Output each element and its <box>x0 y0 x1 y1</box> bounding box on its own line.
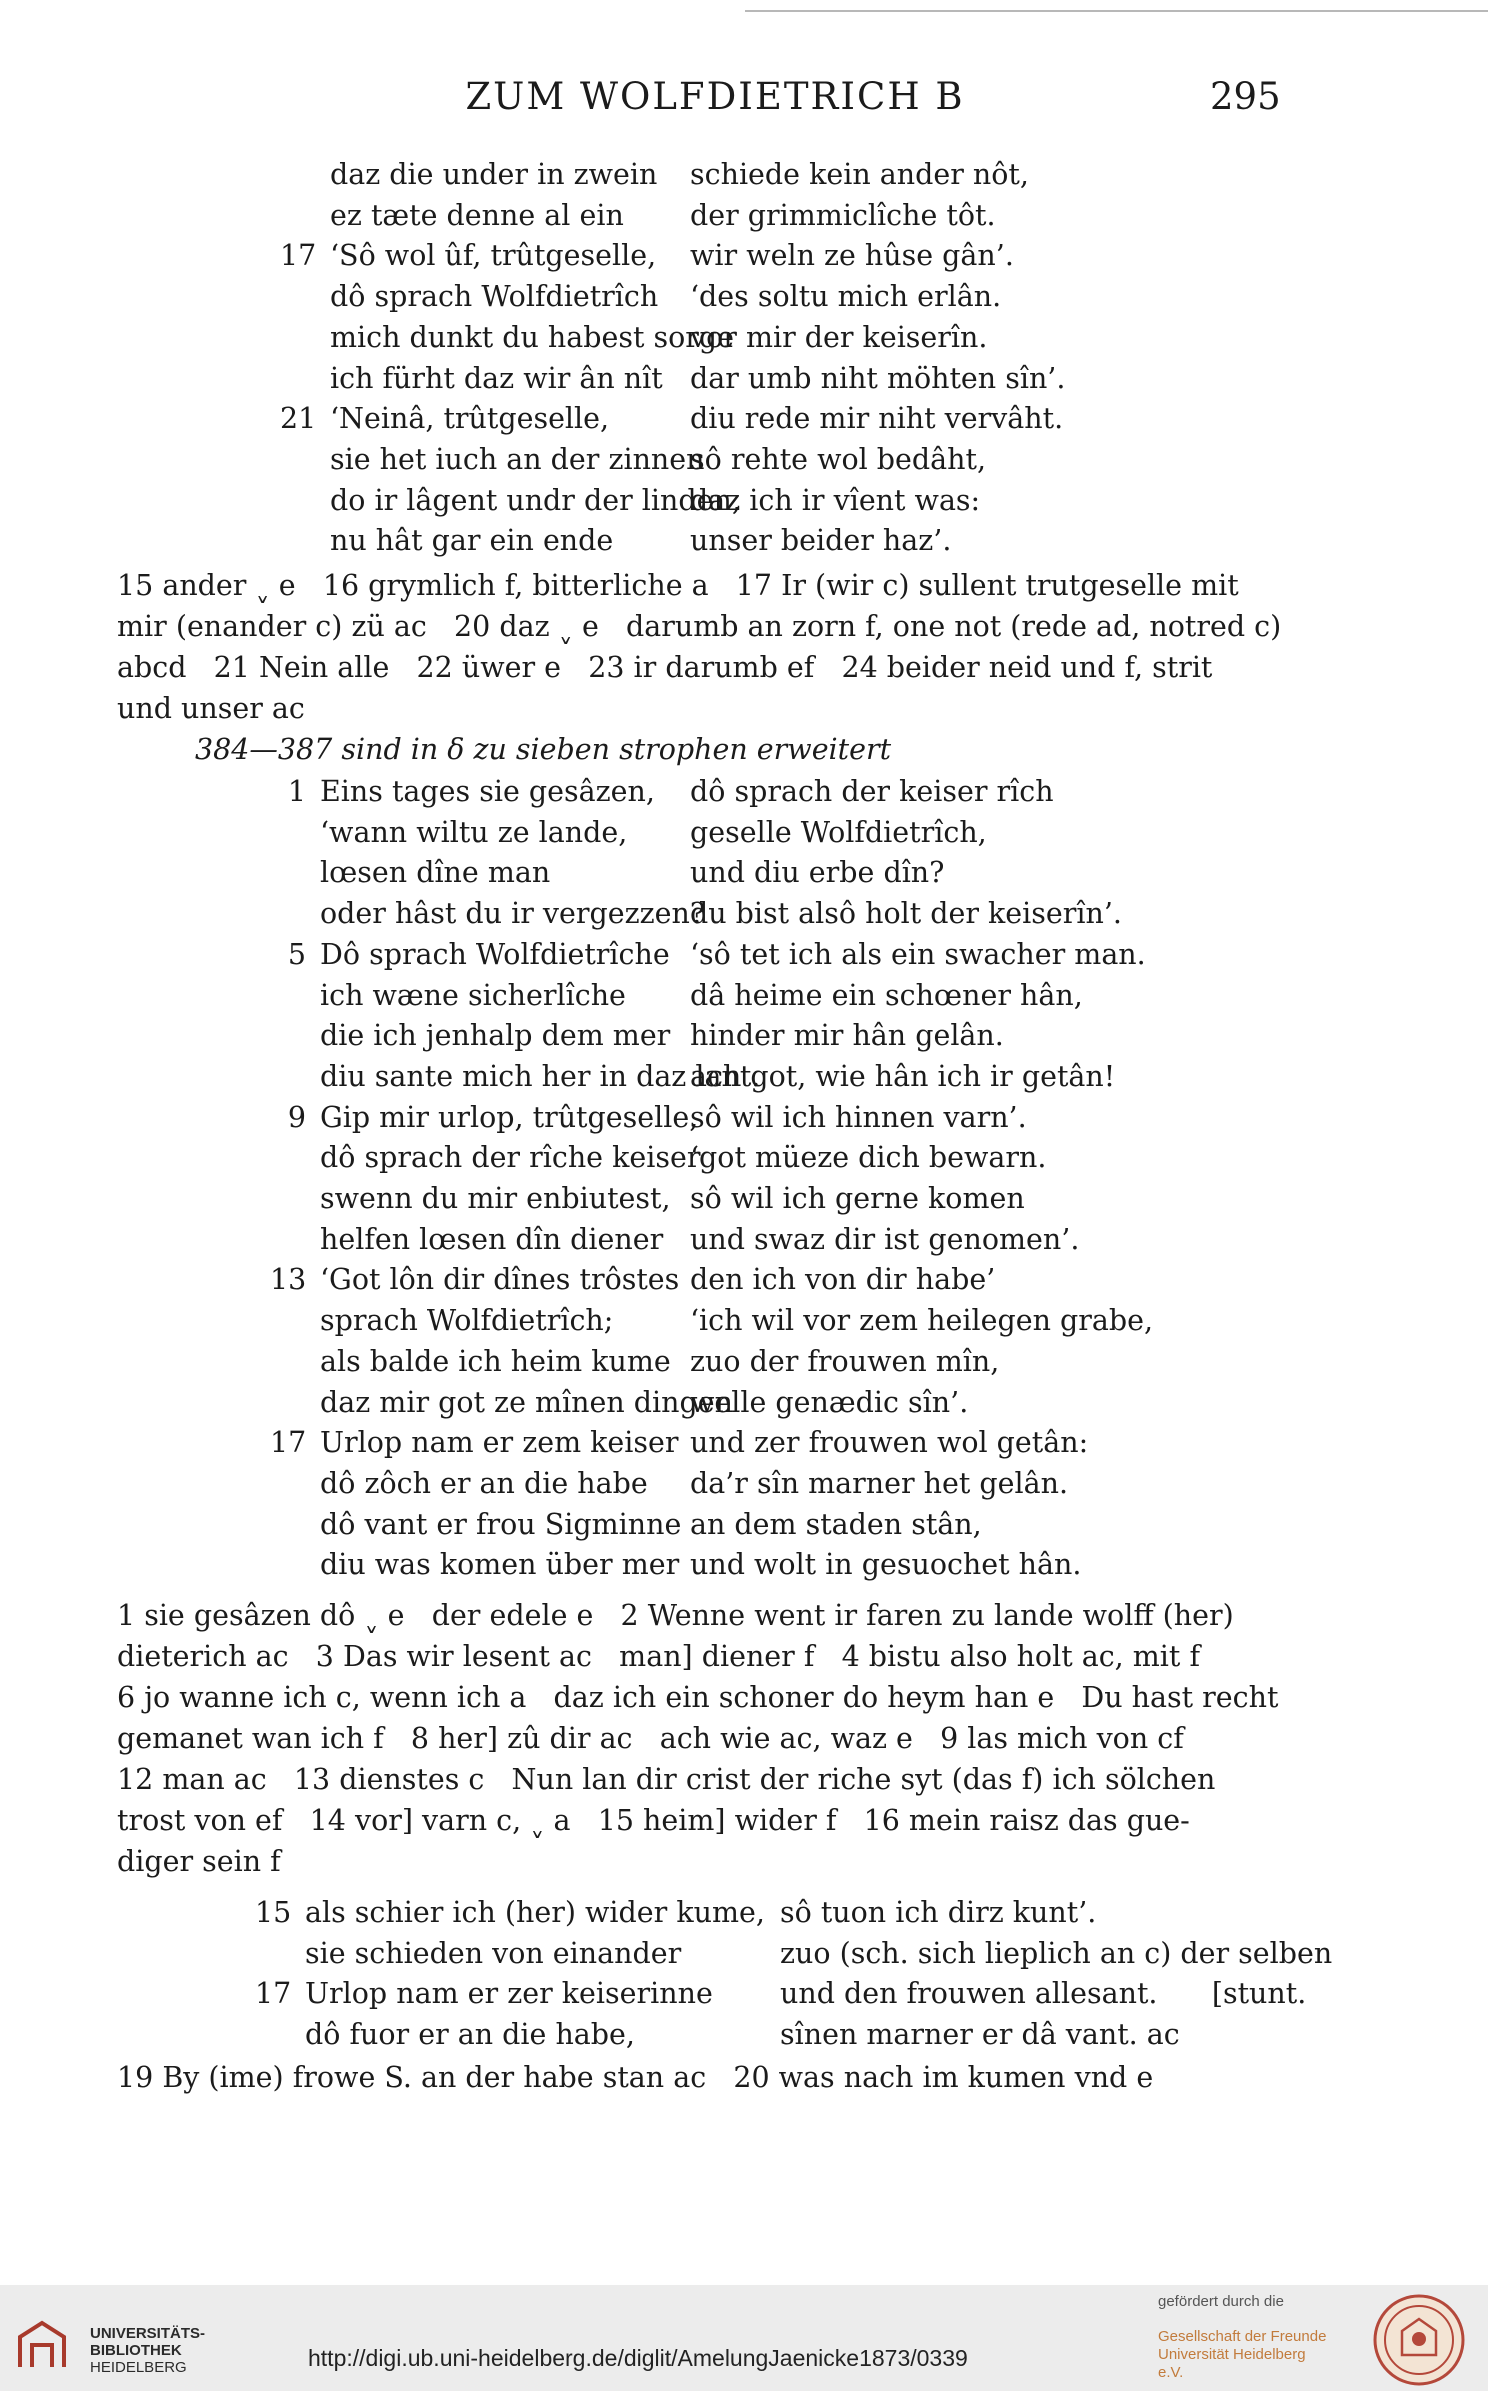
apparatus-line: diger sein f <box>117 1845 281 1878</box>
verse-first-half: mich dunkt du habest sorge <box>330 320 735 354</box>
university-library-logo-icon <box>12 2315 72 2375</box>
section-heading: 384—387 sind in δ zu sieben strophen erweitert <box>195 733 892 766</box>
verse-line-number: 1 <box>287 775 306 808</box>
verse-line-number: 13 <box>270 1263 307 1297</box>
verse-first-half: ich fürht daz wir ân nît <box>330 361 663 395</box>
verse-second-half: und den frouwen allesant. [stunt. <box>780 1977 1307 2011</box>
verse-second-half: ach got, wie hân ich ir getân! <box>690 1059 1116 1093</box>
verse-first-half: diu was komen über mer <box>320 1548 680 1582</box>
sponsor-line-1: Gesellschaft der Freunde <box>1158 2328 1327 2345</box>
verse-first-half: ez tæte denne al ein <box>330 198 624 232</box>
verse-first-half: nu hât gar ein ende <box>330 524 614 558</box>
verse-line-number: 17 <box>280 239 317 273</box>
verse-first-half: als balde ich heim kume <box>320 1344 671 1378</box>
verse-second-half: zuo der frouwen mîn, <box>690 1344 1000 1378</box>
verse-second-half: ‘des soltu mich erlân. <box>690 280 1002 314</box>
verse-second-half: zuo (sch. sich lieplich an c) der selben <box>780 1936 1333 1970</box>
apparatus-line: 12 man ac 13 dienstes c Nun lan dir crist der riche syt (das f) ich sölchen <box>117 1763 1216 1796</box>
sponsor-block <box>1158 2293 1328 2382</box>
verse-line-number: 21 <box>280 402 317 436</box>
verse-second-half: dar umb niht möhten sîn’. <box>690 361 1066 395</box>
verse-first-half: dô vant er frou Sigminne <box>320 1507 682 1541</box>
verse-first-half: dô zôch er an die habe <box>320 1466 648 1500</box>
verse-first-half: Dô sprach Wolfdietrîche <box>320 937 670 971</box>
verse-second-half: dô sprach der keiser rîch <box>690 775 1054 808</box>
sponsor-label: gefördert durch die <box>1158 2293 1284 2310</box>
permalink-url[interactable]: http://digi.ub.uni-heidelberg.de/diglit/AmelungJaenicke1873/0339 <box>308 2345 968 2371</box>
verse-first-half: oder hâst du ir vergezzen? <box>320 897 706 931</box>
apparatus-line: abcd 21 Nein alle 22 üwer e 23 ir darumb ef 24 beider neid und f, strit <box>117 651 1213 684</box>
verse-first-half: Gip mir urlop, trûtgeselle, <box>320 1100 699 1134</box>
verse-first-half: daz die under in zwein <box>330 158 658 191</box>
library-name-line-2: BIBLIOTHEK <box>90 2342 182 2359</box>
verse-first-half: ich wæne sicherlîche <box>320 978 626 1012</box>
verse-second-half: sô wil ich hinnen varn’. <box>690 1100 1027 1134</box>
verse-second-half: und zer frouwen wol getân: <box>690 1426 1089 1460</box>
apparatus-line: 6 jo wanne ich c, wenn ich a daz ich ein schoner do heym han e Du hast recht <box>117 1681 1279 1714</box>
verse-second-half: und wolt in gesuochet hân. <box>690 1548 1082 1582</box>
verse-line-number: 15 <box>255 1896 292 1929</box>
verse-line-number: 9 <box>287 1100 306 1134</box>
library-name-line-3: HEIDELBERG <box>90 2359 187 2376</box>
verse-second-half: sô rehte wol bedâht, <box>690 442 987 476</box>
verse-line-number: 17 <box>270 1426 307 1460</box>
apparatus-line: gemanet wan ich f 8 her] zû dir ac ach wie ac, waz e 9 las mich von cf <box>117 1722 1184 1755</box>
verse-second-half: und diu erbe dîn? <box>690 856 945 890</box>
verse-second-half: sô tuon ich dirz kunt’. <box>780 1896 1097 1929</box>
verse-first-half: Urlop nam er zer keiserinne <box>305 1977 713 2011</box>
apparatus-line: und unser ac <box>117 692 305 725</box>
verse-line-number: 17 <box>255 1977 292 2011</box>
university-seal-icon <box>1372 2293 1466 2387</box>
verse-first-half: dô sprach der rîche keiser <box>320 1141 701 1175</box>
verse-first-half: lœsen dîne man <box>320 856 551 890</box>
verse-first-half: Eins tages sie gesâzen, <box>320 775 655 808</box>
verse-second-half: der grimmiclîche tôt. <box>690 198 996 232</box>
verse-first-half: sie het iuch an der zinnen <box>330 442 705 476</box>
verse-second-half: wir weln ze hûse gân’. <box>690 239 1014 273</box>
verse-second-half: ‘sô tet ich als ein swacher man. <box>690 937 1146 971</box>
running-header-title: ZUM WOLFDIETRICH B <box>465 75 965 118</box>
library-name-line-1: UNIVERSITÄTS- <box>90 2325 206 2342</box>
verse-second-half: hinder mir hân gelân. <box>690 1019 1004 1053</box>
verse-first-half: ‘Got lôn dir dînes trôstes <box>320 1263 680 1297</box>
verse-first-half: sprach Wolfdietrîch; <box>320 1304 614 1338</box>
sponsor-line-2: Universität Heidelberg e.V. <box>1158 2346 1306 2381</box>
page-number: 295 <box>1210 75 1281 118</box>
verse-second-half: diu rede mir niht vervâht. <box>690 402 1064 436</box>
top-border-line <box>745 10 1488 12</box>
verse-first-half: sie schieden von einander <box>305 1936 682 1970</box>
verse-second-half: dâ heime ein schœner hân, <box>690 978 1083 1012</box>
apparatus-line: 1 sie gesâzen dô ˬ e der edele e 2 Wenne went ir faren zu lande wolff (her) <box>117 1599 1234 1632</box>
verse-first-half: ‘Neinâ, trûtgeselle, <box>330 402 610 436</box>
verse-second-half: schiede kein ander nôt, <box>690 158 1029 191</box>
verse-first-half: ‘Sô wol ûf, trûtgeselle, <box>330 239 657 273</box>
verse-first-half: swenn du mir enbiutest, <box>320 1182 671 1215</box>
verse-second-half: den ich von dir habe’ <box>690 1263 996 1297</box>
verse-first-half: die ich jenhalp dem mer <box>320 1019 671 1053</box>
verse-first-half: dô sprach Wolfdietrîch <box>330 280 659 314</box>
verse-second-half: welle genædic sîn’. <box>690 1385 969 1419</box>
verse-second-half: unser beider haz’. <box>690 524 952 558</box>
verse-second-half: sô wil ich gerne komen <box>690 1182 1025 1215</box>
footer-bar <box>0 2285 1488 2391</box>
verse-first-half: diu sante mich her in daz lant. <box>320 1059 761 1093</box>
apparatus-line: trost von ef 14 vor] varn c, ˬ a 15 heim] wider f 16 mein raisz das gue- <box>117 1804 1190 1837</box>
verse-second-half: geselle Wolfdietrîch, <box>690 815 987 849</box>
verse-first-half: Urlop nam er zem keiser <box>320 1426 679 1460</box>
verse-second-half: sînen marner er dâ vant. ac <box>780 2018 1180 2052</box>
verse-first-half: daz mir got ze mînen dingen <box>320 1385 733 1419</box>
verse-second-half: vor mir der keiserîn. <box>690 320 988 354</box>
apparatus-line: mir (enander c) zü ac 20 daz ˬ e darumb an zorn f, one not (rede ad, notred c) <box>117 610 1282 643</box>
verse-second-half: du bist alsô holt der keiserîn’. <box>690 897 1122 931</box>
verse-second-half: ‘ich wil vor zem heilegen grabe, <box>690 1304 1154 1338</box>
verse-line-number: 5 <box>287 937 306 971</box>
verse-first-half: do ir lâgent undr der linden, <box>330 483 741 517</box>
verse-second-half: an dem staden stân, <box>690 1507 982 1541</box>
verse-first-half: helfen lœsen dîn diener <box>320 1222 664 1256</box>
verse-second-half: daz ich ir vîent was: <box>690 483 981 517</box>
verse-first-half: ‘wann wiltu ze lande, <box>320 815 628 849</box>
verse-first-half: als schier ich (her) wider kume, <box>305 1896 765 1929</box>
apparatus-line: dieterich ac 3 Das wir lesent ac man] diener f 4 bistu also holt ac, mit f <box>117 1640 1200 1673</box>
verse-second-half: und swaz dir ist genomen’. <box>690 1222 1080 1256</box>
apparatus-line-final: 19 By (ime) frowe S. an der habe stan ac 20 was nach im kumen vnd e <box>117 2061 1154 2094</box>
verse-first-half: dô fuor er an die habe, <box>305 2018 635 2052</box>
apparatus-line: 15 ander ˬ e 16 grymlich f, bitterliche a 17 Ir (wir c) sullent trutgeselle mit <box>117 569 1239 602</box>
verse-second-half: da’r sîn marner het gelân. <box>690 1466 1069 1500</box>
verse-second-half: ‘got müeze dich bewarn. <box>690 1141 1047 1175</box>
library-name <box>90 2325 205 2376</box>
